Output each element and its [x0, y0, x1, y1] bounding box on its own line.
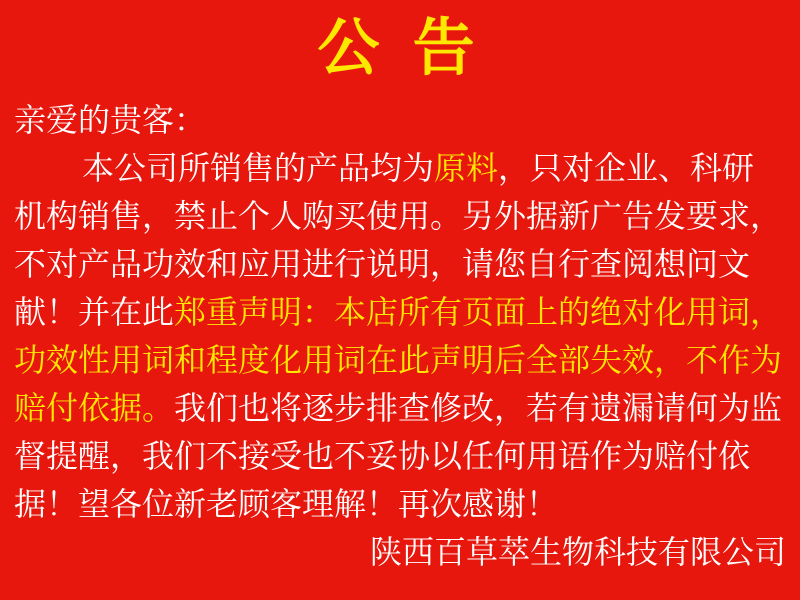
text-segment: 据！望各位新老顾客理解！再次感谢！ [14, 486, 559, 522]
text-segment: 不对产品功效和应用进行说明，请您自行查阅想问文 [14, 246, 751, 282]
notice-line [14, 240, 786, 288]
notice-line [14, 384, 786, 432]
notice-line [14, 144, 786, 192]
text-segment: 献！并在此 [14, 294, 175, 330]
highlighted-text-segment: 原料 [434, 150, 499, 186]
notice-line [14, 336, 786, 384]
text-segment: 本公司所销售的产品均为 [82, 150, 435, 186]
notice-line [14, 528, 786, 576]
highlighted-text-segment: 赔付依据。 [14, 390, 175, 426]
text-segment: 督提醒，我们不接受也不妥协以任何用语作为赔付依 [14, 438, 751, 474]
notice-line [14, 432, 786, 480]
notice-line [14, 96, 786, 144]
text-segment: 我们也将逐步排查修改，若有遗漏请何为监 [174, 390, 783, 426]
notice-body [0, 96, 800, 576]
text-segment: 陕西百草萃生物科技有限公司 [369, 534, 786, 570]
notice-line [14, 192, 786, 240]
notice-line [14, 480, 786, 528]
highlighted-text-segment: 郑重声明：本店所有页面上的绝对化用词， [174, 294, 783, 330]
notice-title: 公 告 [317, 14, 483, 83]
notice-line [14, 288, 786, 336]
text-segment: 亲爱的贵客： [14, 102, 207, 138]
text-segment: ，只对企业、科研 [498, 150, 755, 186]
text-segment: 机构销售，禁止个人购买使用。另外据新广告发要求， [14, 198, 783, 234]
highlighted-text-segment: 功效性用词和程度化用词在此声明后全部失效，不作为 [14, 342, 783, 378]
